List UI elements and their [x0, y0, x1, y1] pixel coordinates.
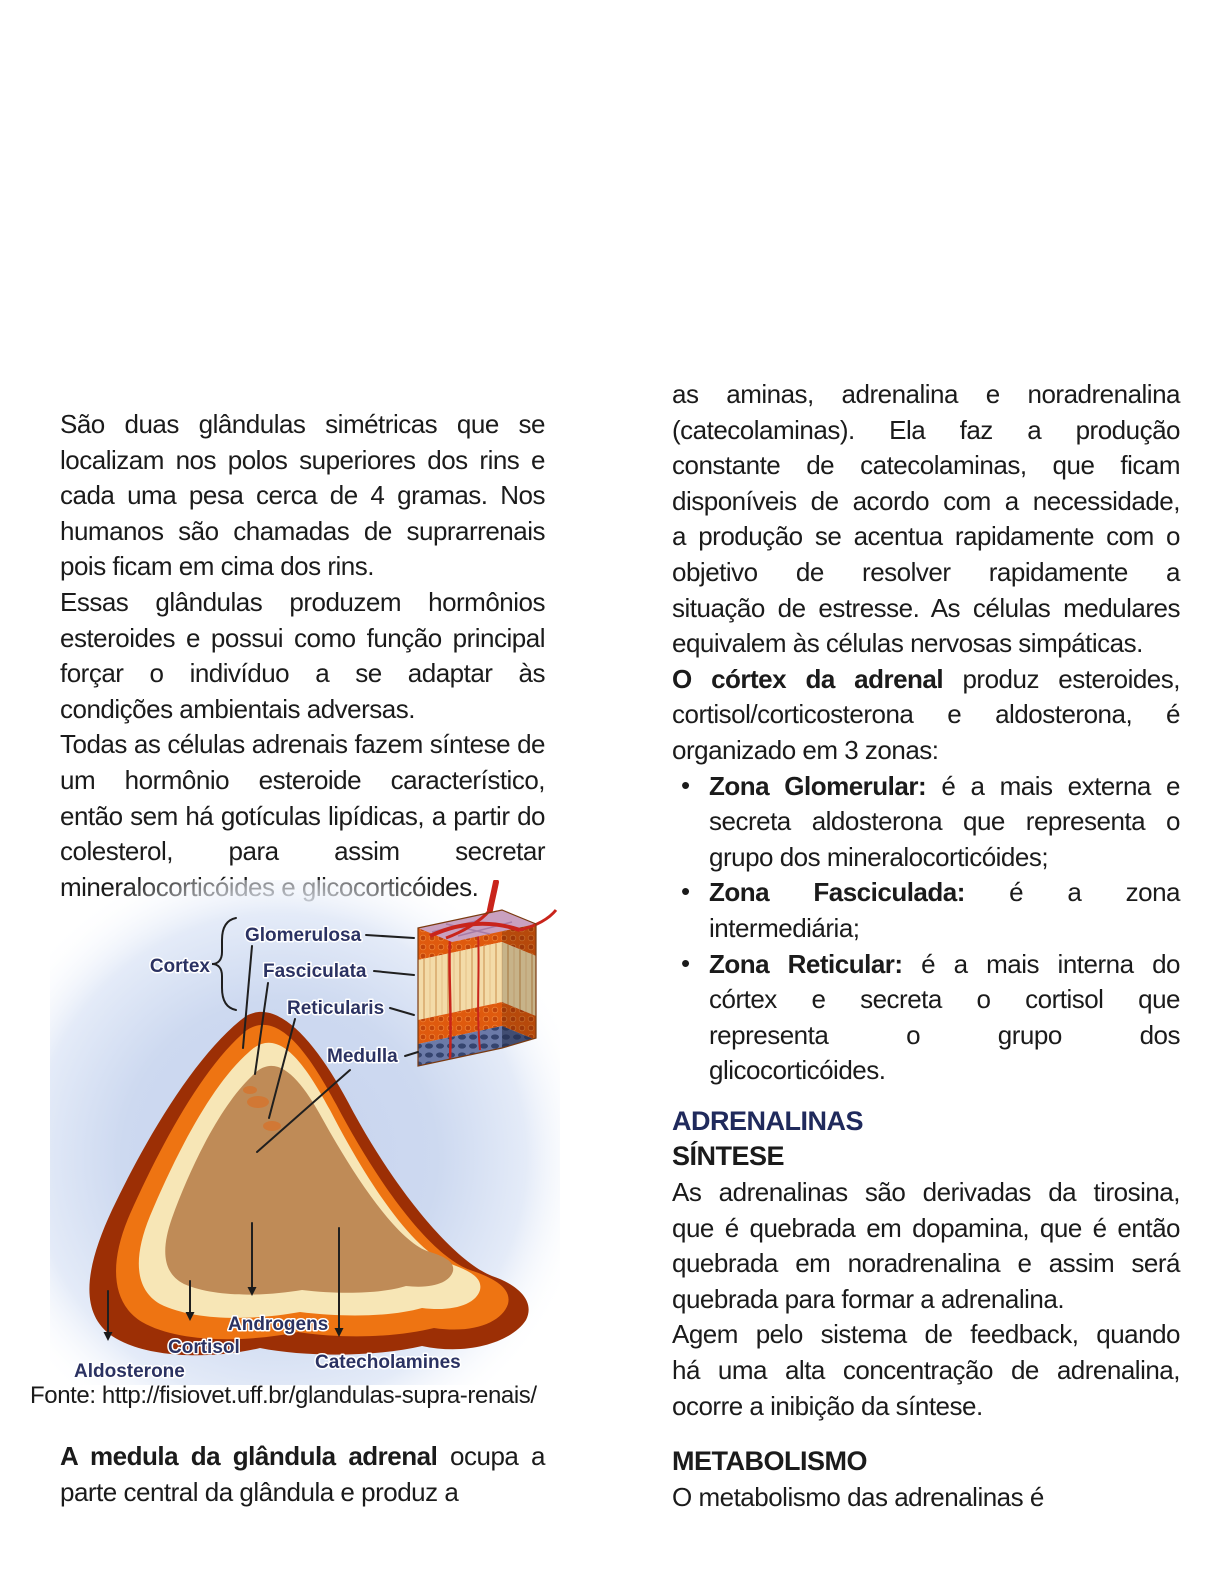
spacer [672, 1424, 1180, 1444]
text-line: organizado em 3 zonas: [672, 734, 939, 765]
text-line: parte central da glândula e produz a [60, 1476, 459, 1507]
zone-bullet-list [672, 769, 1180, 1089]
right-intro-paragraphs [672, 377, 1180, 769]
text-line: intermediária; [709, 912, 860, 943]
text-line: pois ficam em cima dos rins. [60, 551, 374, 582]
bullet-dot-icon: • [681, 876, 690, 907]
text-line: Zona Reticular: é a mais interna do [709, 948, 1181, 979]
sintese-paragraphs [672, 1175, 1180, 1424]
text-line: Todas as células adrenais fazem síntese de [60, 729, 545, 760]
text-line: constante de catecolaminas, que ficam [672, 450, 1180, 481]
diagram-label-fasciculata: Fasciculata [263, 961, 367, 982]
bullet-dot-icon: • [681, 947, 690, 978]
diagram-label-glomerulosa: Glomerulosa [245, 925, 362, 946]
text-line: há uma alta concentração de adrenalina, [672, 1355, 1180, 1386]
heading-adrenalinas: ADRENALINAS [672, 1105, 864, 1136]
diagram-label-aldosterone: Aldosterone [74, 1361, 185, 1382]
text-line: localizam nos polos superiores dos rins e [60, 444, 545, 475]
text-line: quebrada para formar a adrenalina. [672, 1283, 1065, 1314]
text-line: ocorre a inibição da síntese. [672, 1390, 983, 1421]
text-line: Zona Glomerular: é a mais externa e [709, 770, 1180, 801]
adrenal-gland-figure [50, 880, 560, 1385]
text-line: que é quebrada em dopamina, que é então [672, 1212, 1180, 1243]
medula-paragraph [60, 1439, 545, 1510]
text-line: Essas glândulas produzem hormônios [60, 586, 545, 617]
text-line: cortisol/corticosterona e aldosterona, é [672, 699, 1180, 730]
text-line: humanos são chamadas de suprarrenais [60, 515, 545, 546]
right-column-text [672, 377, 1180, 1515]
bullet-dot-icon: • [681, 769, 690, 800]
diagram-label-cortisol: Cortisol [168, 1337, 240, 1358]
diagram-label-medulla: Medulla [327, 1046, 398, 1067]
left-column-text [60, 407, 545, 905]
text-line: quebrada em noradrenalina e assim será [672, 1248, 1180, 1279]
text-line: Zona Fasciculada: é a zona [709, 877, 1180, 908]
text-line: colesterol, para assim secretar [60, 836, 545, 867]
metabolismo-paragraph [672, 1480, 1180, 1516]
text-line: então sem há gotículas lipídicas, a partir do [60, 800, 545, 831]
diagram-label-reticularis: Reticularis [287, 998, 385, 1019]
text-line: São duas glândulas simétricas que se [60, 409, 545, 439]
text-line: O metabolismo das adrenalinas é [672, 1481, 1044, 1512]
text-line: condições ambientais adversas. [60, 693, 415, 724]
text-line: equivalem às células nervosas simpáticas. [672, 628, 1143, 659]
text-line: (catecolaminas). Ela faz a produção [672, 414, 1180, 445]
heading-metabolismo: METABOLISMO [672, 1446, 867, 1477]
text-line: glicocorticóides. [709, 1055, 886, 1086]
text-line: as aminas, adrenalina e noradrenalina [672, 379, 1180, 409]
text-line: grupo dos mineralocorticóides; [709, 841, 1049, 872]
figure-source-line: Fonte: http://fisiovet.uff.br/glandulas-supra-renais/ [30, 1382, 537, 1409]
text-line: representa o grupo dos [709, 1019, 1180, 1050]
diagram-label-androgens: Androgens [228, 1314, 329, 1335]
heading-sintese: SÍNTESE [672, 1141, 785, 1172]
text-line: As adrenalinas são derivadas da tirosina, [672, 1177, 1180, 1208]
text-line: objetivo de resolver rapidamente a [672, 556, 1180, 587]
text-line: esteroides e possui como função principal [60, 622, 545, 653]
text-line: um hormônio esteroide característico, [60, 764, 545, 795]
spacer [672, 1089, 1180, 1104]
text-line: forçar o indivíduo a se adaptar às [60, 658, 545, 689]
text-line: córtex e secreta o cortisol que [709, 984, 1180, 1015]
text-line: situação de estresse. As células medulares [672, 592, 1180, 623]
bullet-item [672, 947, 1180, 1089]
diagram-label-catecholamines: Catecholamines [315, 1352, 461, 1373]
diagram-label-cortex: Cortex [149, 956, 210, 977]
text-line: disponíveis de acordo com a necessidade, [672, 485, 1180, 516]
text-line: secreta aldosterona que representa o [709, 806, 1180, 837]
text-line: O córtex da adrenal produz esteroides, [672, 663, 1180, 694]
text-line: a produção se acentua rapidamente com o [672, 521, 1180, 552]
bullet-item [672, 875, 1180, 946]
text-line: cada uma pesa cerca de 4 gramas. Nos [60, 480, 545, 511]
bullet-item [672, 769, 1180, 876]
text-line: Agem pelo sistema de feedback, quando [672, 1319, 1180, 1350]
text-line: A medula da glândula adrenal ocupa a [60, 1441, 546, 1471]
